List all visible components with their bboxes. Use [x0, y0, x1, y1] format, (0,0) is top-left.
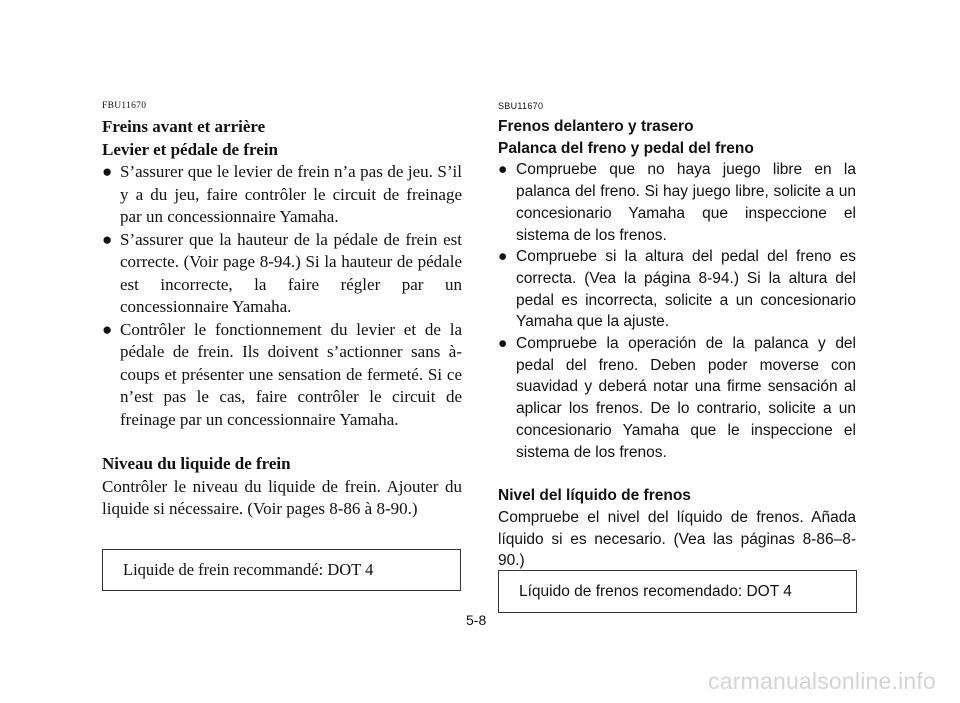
list-item [102, 161, 462, 229]
bullet-icon: ● [102, 319, 113, 339]
spanish-column [498, 100, 856, 572]
subsection-heading: Palanca del freno y pedal del freno [498, 139, 754, 157]
list-item-text: Compruebe la operación de la palanca y del pedal del freno. Deben poder moverse con suavidad y deberá notar una firme sensación al aplicar los frenos. De lo contrario, solicite a un concesionario Yamaha que le inspeccione el sistema de los frenos. [516, 335, 856, 461]
body-paragraph: Compruebe el nivel del líquido de frenos. Añada líquido si es necesario. (Vea las páginas 8-86–8-90.) [498, 508, 856, 570]
list-item [102, 319, 462, 432]
page-number: 5-8 [466, 612, 487, 628]
section-code: FBU11670 [102, 101, 147, 111]
body-paragraph: Contrôler le niveau du liquide de frein. Ajouter du liquide si nécessaire. (Voir pages 8-86 à 8-90.) [102, 476, 462, 518]
list-item-text: Compruebe que no haya juego libre en la palanca del freno. Si hay juego libre, solicite a un concesionario Yamaha que inspeccione el sistema de los frenos. [516, 161, 856, 244]
recommendation-box: Líquido de frenos recomendado: DOT 4 [498, 570, 857, 613]
bullet-icon: ● [102, 229, 113, 249]
bullet-list [102, 161, 462, 431]
list-item-text: Contrôler le fonctionnement du levier et de la pédale de frein. Ils doivent s’actionner sans à-coups et présenter une sensation de fermeté. Si ce n’est pas le cas, faire contrôler le circuit de freinage par un concessionnaire Yamaha. [120, 319, 462, 429]
list-item-text: S’assurer que le levier de frein n’a pas de jeu. S’il y a du jeu, faire contrôler le circuit de freinage par un concessionnaire Yamaha. [120, 162, 462, 226]
french-column [102, 100, 462, 521]
list-item [498, 333, 856, 463]
list-item-text: S’assurer que la hauteur de la pédale de frein est correcte. (Voir page 8-94.) Si la hauteur de pédale est incorrecte, la faire régler par un concessionnaire Yamaha. [120, 229, 462, 316]
list-item [102, 229, 462, 319]
section-heading: Frenos delantero y trasero [498, 118, 694, 135]
section-code: SBU11670 [498, 101, 544, 111]
section-heading: Freins avant et arrière [102, 117, 266, 136]
subsection-heading: Nivel del líquido de frenos [498, 487, 691, 505]
bullet-icon: ● [498, 248, 508, 266]
bullet-icon: ● [498, 161, 508, 179]
bullet-list [498, 159, 856, 463]
watermark: carmanualsonline.info [708, 668, 936, 694]
bullet-icon: ● [498, 335, 508, 353]
bullet-icon: ● [102, 162, 113, 181]
list-item-text: Compruebe si la altura del pedal del freno es correcta. (Vea la página 8-94.) Si la altura del pedal es incorrecta, solicite a un concesionario Yamaha que la ajuste. [516, 248, 856, 331]
subsection-heading: Levier et pédale de frein [102, 139, 278, 159]
list-item [498, 159, 856, 246]
list-item [498, 246, 856, 333]
recommendation-box: Liquide de frein recommandé: DOT 4 [102, 549, 461, 591]
subsection-heading: Niveau du liquide de frein [102, 454, 291, 473]
